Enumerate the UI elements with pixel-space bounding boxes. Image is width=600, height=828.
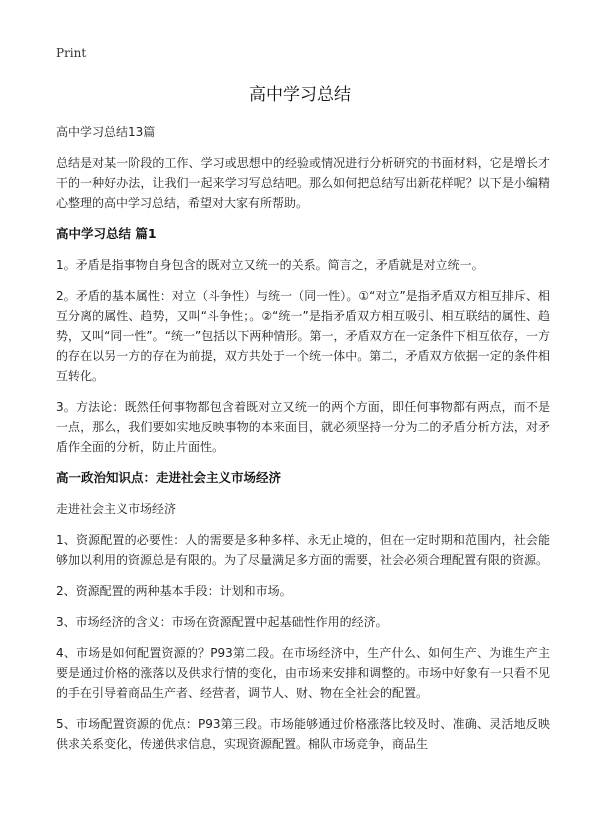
paragraph: 3、市场经济的含义：市场在资源配置中起基础性作用的经济。	[56, 615, 388, 629]
section-heading: 高中学习总结 篇1	[56, 226, 157, 241]
section-subheading: 走进社会主义市场经济	[56, 502, 177, 516]
page-title: 高中学习总结	[249, 85, 351, 105]
intro-paragraph: 总结是对某一阶段的工作、学习或思想中的经验或情况进行分析研究的书面材料，它是增长才干的一种好办法，让我们一起来学习写总结吧。那么如何把总结写出新花样呢？以下是小编精心整理的高中学习总结，希望对大家有所帮助。	[56, 156, 550, 210]
paragraph: 1。矛盾是指事物自身包含的既对立又统一的关系。简言之，矛盾就是对立统一。	[56, 258, 484, 272]
print-link[interactable]: Print	[56, 46, 87, 60]
article-body	[56, 122, 550, 765]
section-heading: 高一政治知识点：走进社会主义市场经济	[56, 470, 282, 485]
paragraph: 1、资源配置的必要性：人的需要是多种多样、永无止境的，但在一定时期和范围内，社会能够加以利用的资源总是有限的。为了尽量满足多方面的需要，社会必须合理配置有限的资源。	[56, 533, 550, 567]
paragraph: 2。矛盾的基本属性：对立（斗争性）与统一（同一性）。①“对立”是指矛盾双方相互排斥、相互分离的属性、趋势，又叫“斗争性；。②“统一”是指矛盾双方相互吸引、相互联结的属性、趋势，又叫“同一性”。“统一”包括以下两种情形。第一，矛盾双方在一定条件下相互依存，一方的存在以另一方的存在为前提，双方共处于一个统一体中。第二，矛盾双方依据一定的条件相互转化。	[56, 289, 550, 383]
paragraph: 2、资源配置的两种基本手段：计划和市场。	[56, 584, 292, 598]
paragraph: 5、市场配置资源的优点：P93第三段。市场能够通过价格涨落比较及时、准确、灵活地反映供求关系变化，传递供求信息，实现资源配置。棉队市场竞争，商品生	[56, 717, 550, 751]
paragraph: 3。方法论：既然任何事物都包含着既对立又统一的两个方面，即任何事物都有两点，而不是一点，那么，我们要如实地反映事物的本来面目，就必须坚持一分为二的矛盾分析方法，对矛盾作全面的分析，防止片面性。	[56, 400, 550, 454]
article-subtitle: 高中学习总结13篇	[56, 125, 156, 139]
paragraph: 4、市场是如何配置资源的？P93第二段。在市场经济中，生产什么、如何生产、为谁生产主要是通过价格的涨落以及供求行情的变化，由市场来安排和调整的。市场中好象有一只看不见的手在引导着商品生产者、经营者，调节人、财、物在全社会的配置。	[56, 646, 550, 700]
